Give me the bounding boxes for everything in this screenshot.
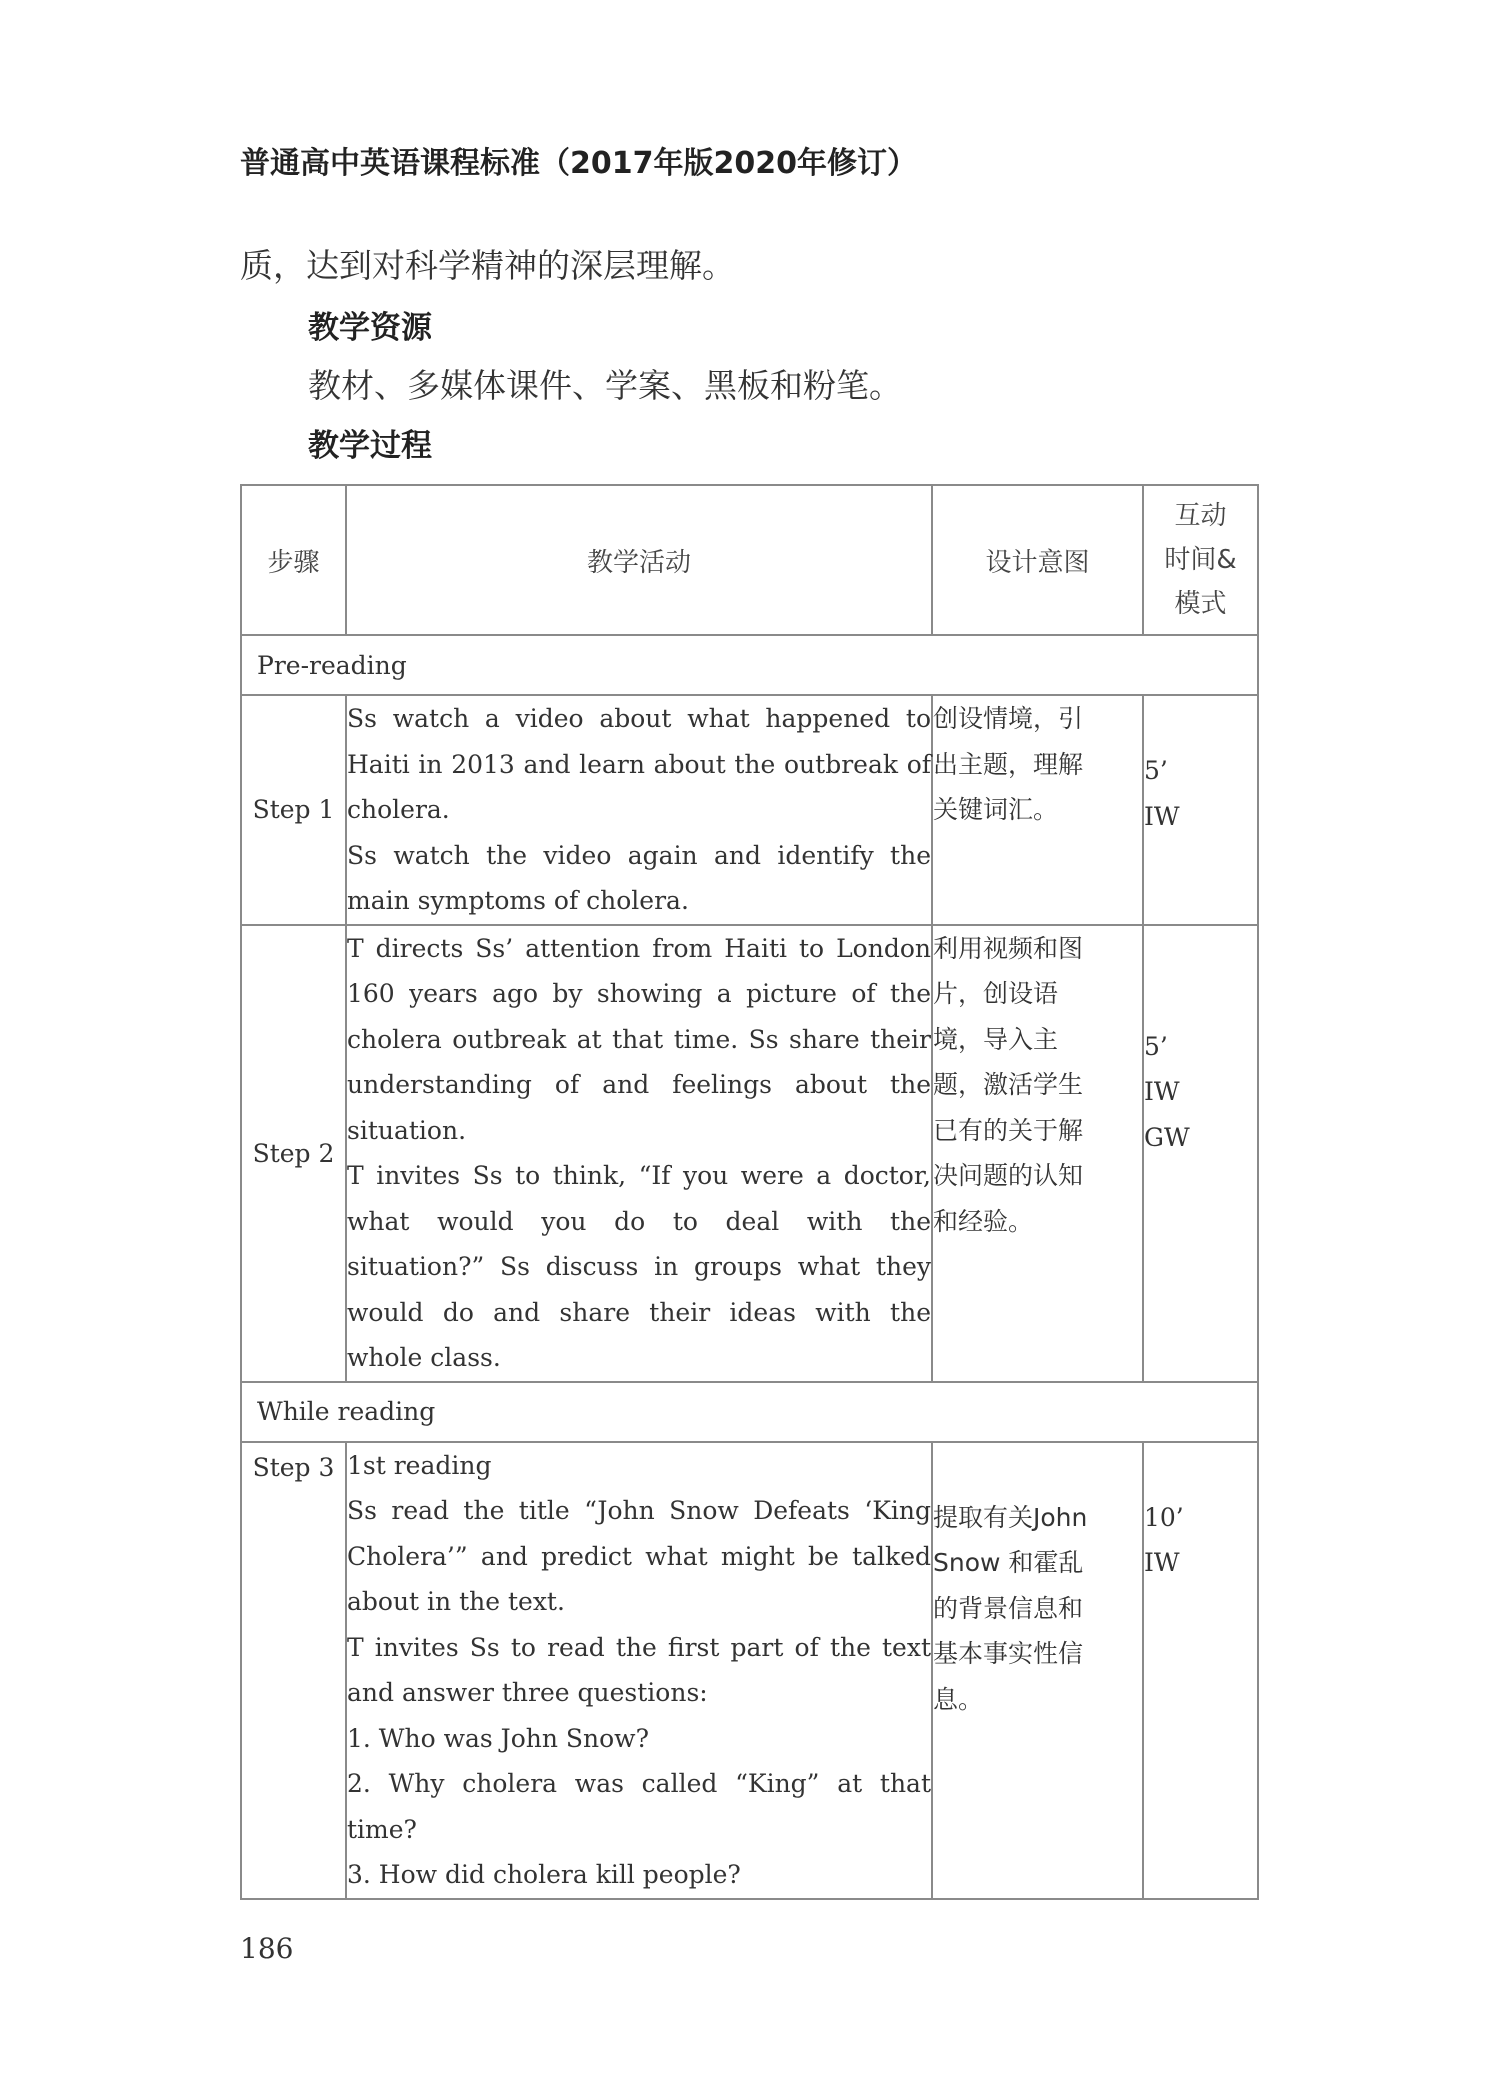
step-label: Step 2 [241,925,346,1382]
intent-line: 片，创设语 [933,979,1059,1008]
intent-cell [932,695,1143,925]
intent-line: 基本事实性信 [933,1639,1084,1668]
activity-line: T invites Ss to read the first part of the text and answer three questions: [347,1632,931,1707]
col-header-mode-line: 模式 [1174,589,1227,619]
col-header-mode-line: 时间& [1164,545,1237,575]
col-header-mode [1143,485,1258,635]
intent-line: 决问题的认知 [933,1161,1084,1190]
activity-line: T directs Ss’ attention from Haiti to London 160 years ago by showing a picture of the cholera outbreak at that time. Ss share their understanding of and feelings about the situation. [347,933,931,1145]
intent-line: 已有的关于解 [933,1115,1084,1145]
page-number: 186 [240,1932,294,1965]
mode-line: IW [1144,1077,1180,1106]
mode-line: 5’ [1144,756,1168,785]
col-header-intent: 设计意图 [932,485,1143,635]
question-item: 1. Who was John Snow? [347,1723,649,1753]
activity-cell [346,1442,932,1899]
table-row [241,695,1258,925]
activity-line: Ss watch the video again and identify the main symptoms of cholera. [347,840,931,915]
intent-line: 关键词汇。 [933,795,1059,824]
section-row-while-reading [241,1382,1258,1442]
activity-cell [346,925,932,1382]
process-heading: 教学过程 [308,428,432,464]
mode-line: IW [1144,1548,1180,1577]
intent-line: 出主题，理解 [933,749,1084,779]
activity-cell [346,695,932,925]
intro-paragraph: 质，达到对科学精神的深层理解。 [240,246,735,285]
mode-cell [1143,925,1258,1382]
intent-line: 境，导入主 [933,1024,1059,1054]
mode-line: 5’ [1144,1031,1168,1061]
section-row-pre-reading [241,635,1258,695]
running-header: 普通高中英语课程标准（2017年版2020年修订） [240,146,917,181]
mode-line: IW [1144,801,1180,831]
step-label: Step 3 [241,1442,346,1899]
resources-heading: 教学资源 [308,310,432,346]
question-item: 2. Why cholera was called “King” at that time? [347,1769,931,1844]
mode-cell [1143,1442,1258,1899]
section-label: While reading [241,1382,1258,1442]
intent-line: 创设情境，引 [933,704,1084,733]
intent-line: 提取有关John [933,1502,1088,1532]
intent-cell [932,1442,1143,1899]
table-row [241,925,1258,1382]
intent-line: 息。 [933,1684,984,1714]
mode-cell [1143,695,1258,925]
intent-line: 题，激活学生 [933,1070,1084,1099]
section-label: Pre-reading [241,635,1258,695]
intent-line: Snow 和霍乱 [933,1548,1084,1577]
activity-line: 1st reading [347,1450,492,1480]
col-header-activity: 教学活动 [346,485,932,635]
mode-line: 10’ [1144,1502,1184,1532]
table-row [241,1442,1258,1899]
col-header-mode-line: 互动 [1174,501,1227,531]
question-item: 3. How did cholera kill people? [347,1860,741,1889]
col-header-step: 步骤 [241,485,346,635]
intent-line: 和经验。 [933,1206,1034,1236]
activity-line: Ss read the title “John Snow Defeats ‘King Cholera’” and predict what might be talked about in the text. [347,1496,931,1616]
resources-text: 教材、多媒体课件、学案、黑板和粉笔。 [308,366,902,405]
intent-cell [932,925,1143,1382]
intent-line: 的背景信息和 [933,1593,1084,1623]
step-label: Step 1 [241,695,346,925]
activity-line: T invites Ss to think, “If you were a doctor, what would you do to deal with the situation?” Ss discuss in groups what they would do and share their ideas with the whole class. [347,1161,931,1372]
teaching-process-table [240,484,1259,1900]
mode-line: GW [1144,1122,1190,1152]
intent-line: 利用视频和图 [933,933,1084,963]
activity-line: Ss watch a video about what happened to Haiti in 2013 and learn about the outbreak of cholera. [347,704,931,824]
table-header-row [241,485,1258,635]
